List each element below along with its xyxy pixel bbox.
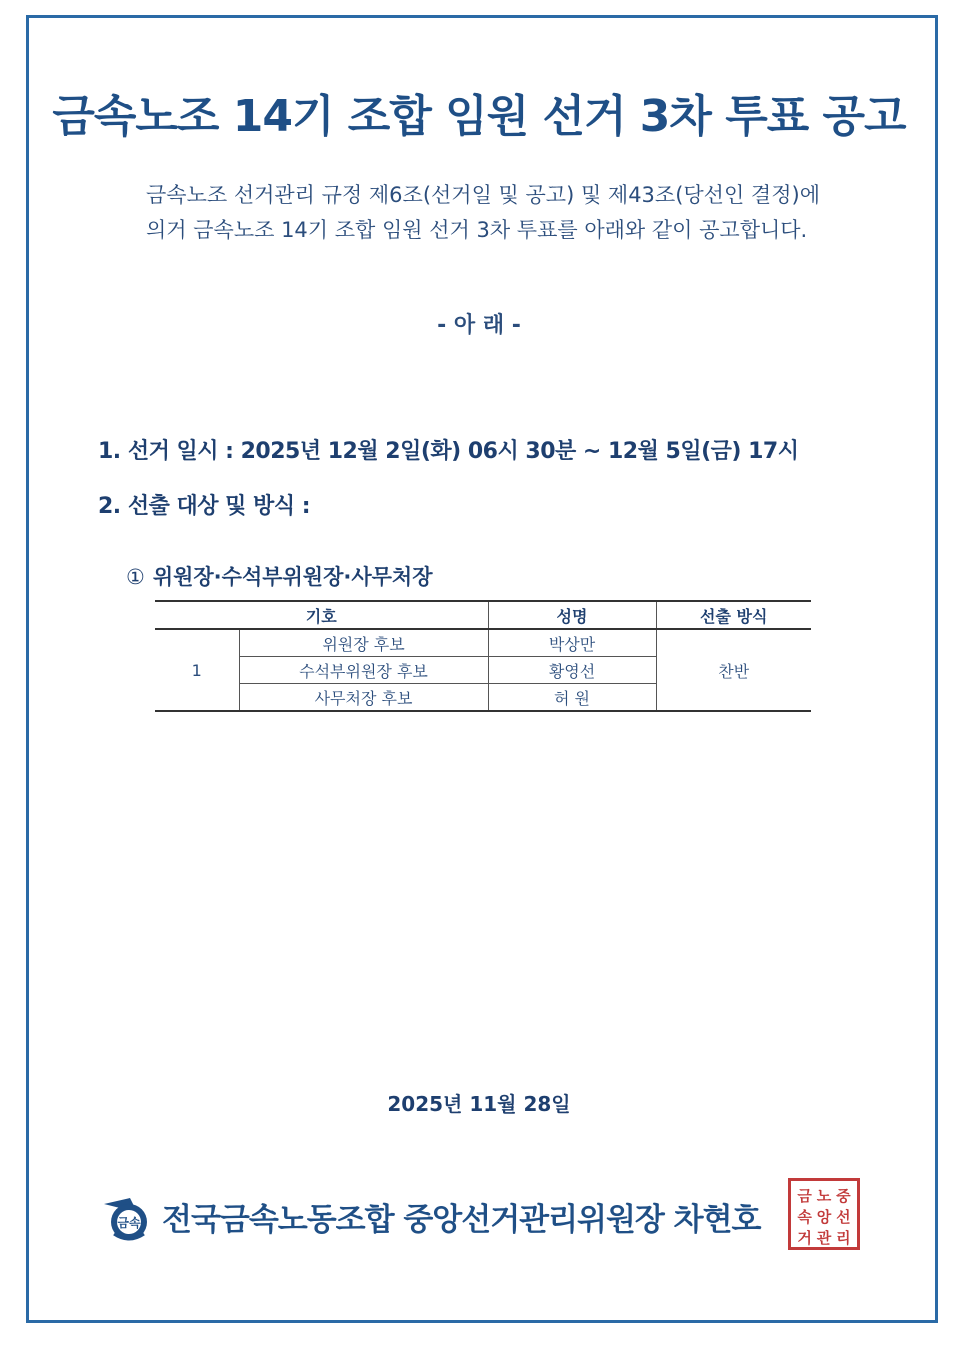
announcement-date: 2025년 11월 28일 — [387, 1092, 571, 1116]
circled-number-marker: ① — [126, 565, 145, 589]
vote-method: 찬반 — [656, 629, 811, 711]
page-title: 금속노조 14기 조합 임원 선거 3차 투표 공고 — [52, 91, 906, 142]
candidate-position: 수석부위원장 후보 — [239, 657, 488, 684]
election-schedule: 1. 선거 일시 : 2025년 12월 2일(화) 06시 30분 ~ 12월 5일(금) 17시 — [98, 439, 799, 464]
election-targets-heading: 2. 선출 대상 및 방식 : — [98, 494, 311, 519]
header-symbol: 기호 — [155, 601, 488, 629]
official-seal: 금 노 중 속 앙 선 거 관 리 — [788, 1178, 860, 1250]
intro-line-2: 의거 금속노조 14기 조합 임원 선거 3차 투표를 아래와 같이 공고합니다. — [146, 218, 808, 242]
section-label: - 아 래 - — [437, 313, 521, 338]
candidate-name: 박상만 — [488, 629, 656, 657]
header-name: 성명 — [488, 601, 656, 629]
candidate-name: 허 원 — [488, 684, 656, 712]
signatory-name: 전국금속노동조합 중앙선거관리위원장 차현호 — [162, 1202, 761, 1238]
candidate-position: 사무처장 후보 — [239, 684, 488, 712]
header-method: 선출 방식 — [656, 601, 811, 629]
sub-heading-label: 위원장·수석부위원장·사무처장 — [152, 565, 433, 589]
union-logo-icon — [100, 1194, 158, 1242]
intro-paragraph — [146, 178, 846, 248]
candidate-name: 황영선 — [488, 657, 656, 684]
candidate-position: 위원장 후보 — [239, 629, 488, 657]
signature-block — [100, 1187, 880, 1248]
sub-heading — [126, 561, 433, 591]
table-row — [155, 629, 811, 657]
table-header-row — [155, 601, 811, 629]
logo-text: 금속 — [117, 1216, 141, 1230]
candidate-table — [155, 600, 811, 712]
ballot-number: 1 — [155, 629, 239, 711]
intro-line-1: 금속노조 선거관리 규정 제6조(선거일 및 공고) 및 제43조(당선인 결정)에 — [146, 183, 820, 207]
